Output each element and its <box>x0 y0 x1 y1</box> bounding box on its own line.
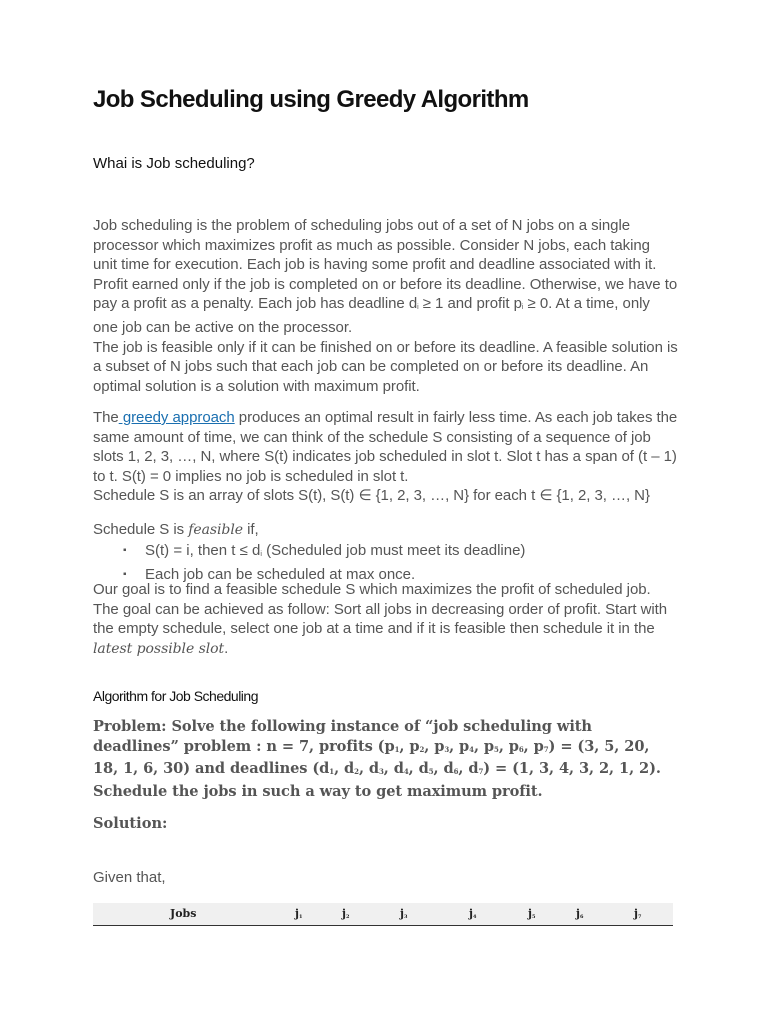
subscript: 2 <box>354 767 359 776</box>
goal-text <box>93 580 678 659</box>
feasible-intro <box>93 520 678 541</box>
subscript: 7 <box>543 744 549 754</box>
bullet-icon: ▪ <box>123 568 127 580</box>
greedy-text-part: produces an optimal result in fairly less time. As each job takes the same amount of time, we can think of the schedule S consisting of a sequence of job slots 1, 2, 3, …, N, where S(t) indicates job scheduled in slot t. Slot t has a span of (t – 1) to t. S(t) = 0 implies no job is scheduled in slot t. <box>93 409 678 485</box>
job-letter: j <box>576 907 580 920</box>
bullet-text: (Scheduled job must meet its deadline) <box>261 541 526 559</box>
subscript: 1 <box>298 914 303 920</box>
given-text: Given that, <box>93 869 166 886</box>
problem-statement <box>93 717 678 801</box>
goal-text-part: Our goal is to find a feasible schedule S which maximizes the profit of scheduled job. The goal can be achieved as follow: Sort all jobs in decreasing order of profit. Start with the empty schedule, select one job at a time and if it is feasible then schedule it in the <box>93 581 668 638</box>
subscript-i: i <box>417 304 419 312</box>
solution-label: Solution: <box>93 815 168 832</box>
table-header-job <box>576 907 583 920</box>
greedy-text <box>93 408 678 486</box>
subscript: 6 <box>579 914 584 920</box>
problem-text: , p <box>498 737 519 755</box>
list-item <box>123 541 678 565</box>
problem-text: , p <box>399 737 420 755</box>
problem-text: , d <box>433 760 454 777</box>
section-subheading: Whai is Job scheduling? <box>93 155 255 172</box>
subscript: 5 <box>494 744 499 754</box>
problem-text: , d <box>458 760 479 777</box>
job-letter: j <box>528 907 532 920</box>
feasible-italic: feasible <box>188 522 244 538</box>
subscript: 2 <box>345 914 350 920</box>
greedy-prefix: The <box>93 409 119 426</box>
definition-text-part: Job scheduling is the problem of scheduling jobs out of a set of N jobs on a single processor which maximizes profit as much as possible. Consider N jobs, each taking unit time for execution. Each job is having some profit and deadline associated with it. Profit earned only if the job is completed on or before its deadline. Otherwise, we have to pay a profit as a penalty. Each job has deadline d <box>93 217 678 313</box>
job-letter: j <box>400 907 404 920</box>
greedy-approach-link[interactable]: greedy approach <box>118 409 235 426</box>
goal-paragraph <box>93 580 678 659</box>
subscript: 2 <box>419 744 425 754</box>
table-header-job <box>469 907 476 920</box>
table-header-jobs: Jobs <box>170 907 197 920</box>
subscript: 4 <box>472 914 477 920</box>
bullet-text: Each job can be scheduled at max once. <box>145 565 416 583</box>
subscript-i: i <box>260 550 262 558</box>
feasibility-text: The job is feasible only if it can be finished on or before its deadline. A feasible solution is a subset of N jobs such that each job can be completed on or before its deadline. An optimal solution is a solution with maximum profit. <box>93 338 678 395</box>
job-letter: j <box>469 907 473 920</box>
problem-text: , d <box>358 760 380 777</box>
feasible-section <box>93 520 678 585</box>
subscript: 3 <box>403 914 408 920</box>
goal-italic: latest possible slot <box>93 640 225 657</box>
subscript: 1 <box>329 767 335 776</box>
feasible-suffix: if, <box>243 521 259 538</box>
table-header-job <box>295 907 302 920</box>
feasible-prefix: Schedule S is <box>93 521 189 538</box>
problem-text: , p <box>449 737 470 755</box>
problem-text: ) = (3, 5, 20, 18, 1, 6, 30) and deadlines (d <box>93 737 650 777</box>
subscript: 4 <box>469 744 474 754</box>
problem-text: , p <box>523 737 544 755</box>
page-title: Job Scheduling using Greedy Algorithm <box>93 86 529 113</box>
problem-text: , p <box>424 737 445 755</box>
subscript: 1 <box>394 744 400 754</box>
job-letter: j <box>342 907 346 920</box>
subscript-i: i <box>521 304 524 312</box>
algorithm-heading: Algorithm for Job Scheduling <box>93 688 258 704</box>
goal-suffix: . <box>224 639 229 657</box>
jobs-table <box>93 903 673 926</box>
subscript: 3 <box>379 767 384 776</box>
problem-text: , d <box>408 760 429 777</box>
table-header-job <box>342 907 349 920</box>
table-header-job <box>528 907 535 920</box>
problem-text: ) = (1, 3, 4, 3, 2, 1, 2). Schedule the jobs in such a way to get maximum profit. <box>93 760 661 800</box>
subscript: 7 <box>637 914 642 920</box>
feasible-conditions-list <box>93 541 678 585</box>
table-header-job <box>634 907 641 920</box>
problem-text: Problem: Solve the following instance of “job scheduling with deadlines” problem : n = 7, profits (p <box>93 718 592 755</box>
job-letter: j <box>634 907 638 920</box>
greedy-paragraph <box>93 408 678 506</box>
subscript: 5 <box>428 767 434 776</box>
problem-text: , p <box>473 737 495 755</box>
definition-text-part: ≥ 1 and profit p <box>418 295 522 313</box>
definition-text <box>93 216 678 338</box>
definition-paragraph <box>93 216 678 396</box>
problem-text: , d <box>383 760 404 777</box>
problem-text: , d <box>334 760 355 777</box>
job-letter: j <box>295 907 299 920</box>
schedule-array-text: Schedule S is an array of slots S(t), S(t) ∈ {1, 2, 3, …, N} for each t ∈ {1, 2, 3, …, N} <box>93 487 650 505</box>
subscript: 7 <box>478 767 484 776</box>
table-header-job <box>400 907 407 920</box>
subscript: 3 <box>444 744 450 754</box>
subscript: 5 <box>531 914 536 920</box>
bullet-icon: ▪ <box>123 544 127 556</box>
subscript: 6 <box>453 767 459 776</box>
definition-text-part: ≥ 0. At a time, only one job can be active on the processor. <box>93 295 650 336</box>
subscript: 6 <box>518 744 524 754</box>
subscript: 4 <box>403 767 409 776</box>
bullet-text: S(t) = i, then t ≤ d <box>145 541 261 559</box>
